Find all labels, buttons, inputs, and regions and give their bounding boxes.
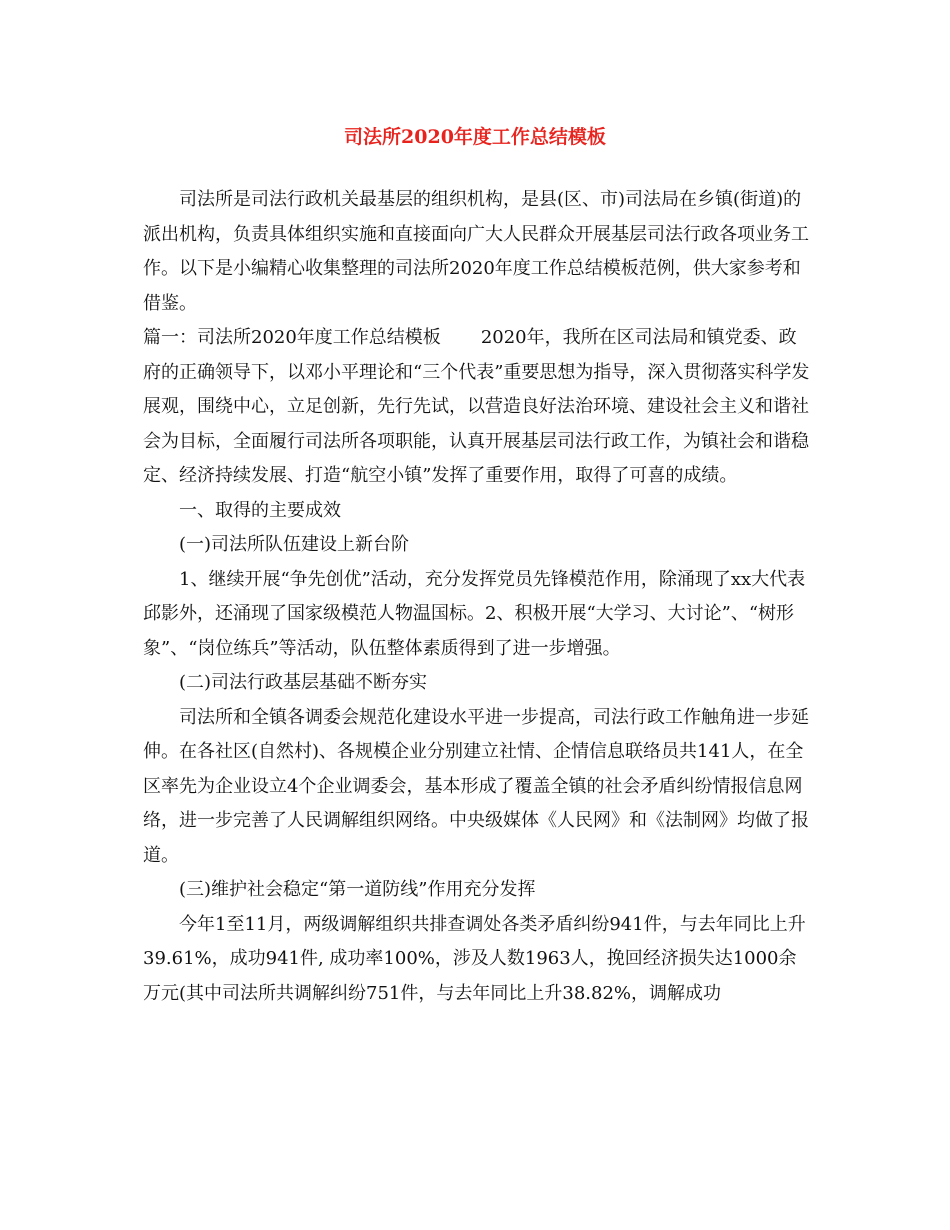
- chapter-body: 2020年，我所在区司法局和镇党委、政府的正确领导下，以邓小平理论和“三个代表”重要思想为指导，深入贯彻落实科学发展观，围绕中心，立足创新，先行先试，以营造良好法治环境、建设社会主义和谐社会为目标，全面履行司法所各项职能，认真开展基层司法行政工作，为镇社会和谐稳定、经济持续发展、打造“航空小镇”发挥了重要作用，取得了可喜的成绩。: [143, 327, 810, 486]
- intro-paragraph: 司法所是司法行政机关最基层的组织机构，是县(区、市)司法局在乡镇(街道)的派出机构，负责具体组织实施和直接面向广大人民群众开展基层司法行政各项业务工作。以下是小编精心收集整理的司法所2020年度工作总结模板范例，供大家参考和借鉴。: [143, 189, 809, 314]
- subsection-heading-2: (二)司法行政基层基础不断夯实: [179, 672, 428, 693]
- chapter-paragraph: [143, 321, 811, 494]
- subsection-body-3: 今年1至11月，两级调解组织共排查调处各类矛盾纠纷941件，与去年同比上升39.61%，成功941件, 成功率100%，涉及人数1963人，挽回经济损失达1000余万元(其中司法所共调解纠纷751件，与去年同比上升38.82%，调解成功: [143, 913, 806, 1004]
- subsection-heading-1: (一)司法所队伍建设上新台阶: [179, 534, 410, 555]
- subsection-heading-3: (三)维护社会稳定“第一道防线”作用充分发挥: [179, 879, 536, 900]
- document-title: 司法所2020年度工作总结模板: [344, 126, 606, 148]
- chapter-label: 篇一：司法所2020年度工作总结模板: [143, 327, 441, 348]
- subsection-body-1: 1、继续开展“争先创优”活动，充分发挥党员先锋模范作用，除涌现了xx大代表邱影外，还涌现了国家级模范人物温国标。2、积极开展“大学习、大讨论”、“树形象”、“岗位练兵”等活动，队伍整体素质得到了进一步增强。: [143, 568, 806, 659]
- subsection-body-2: 司法所和全镇各调委会规范化建设水平进一步提高，司法行政工作触角进一步延伸。在各社区(自然村)、各规模企业分别建立社情、企情信息联络员共141人，在全区率先为企业设立4个企业调委会，基本形成了覆盖全镇的社会矛盾纠纷情报信息网络，进一步完善了人民调解组织网络。中央级媒体《人民网》和《法制网》均做了报道。: [143, 706, 809, 866]
- section-heading: 一、取得的主要成效: [179, 499, 341, 521]
- document-body: [143, 183, 811, 1011]
